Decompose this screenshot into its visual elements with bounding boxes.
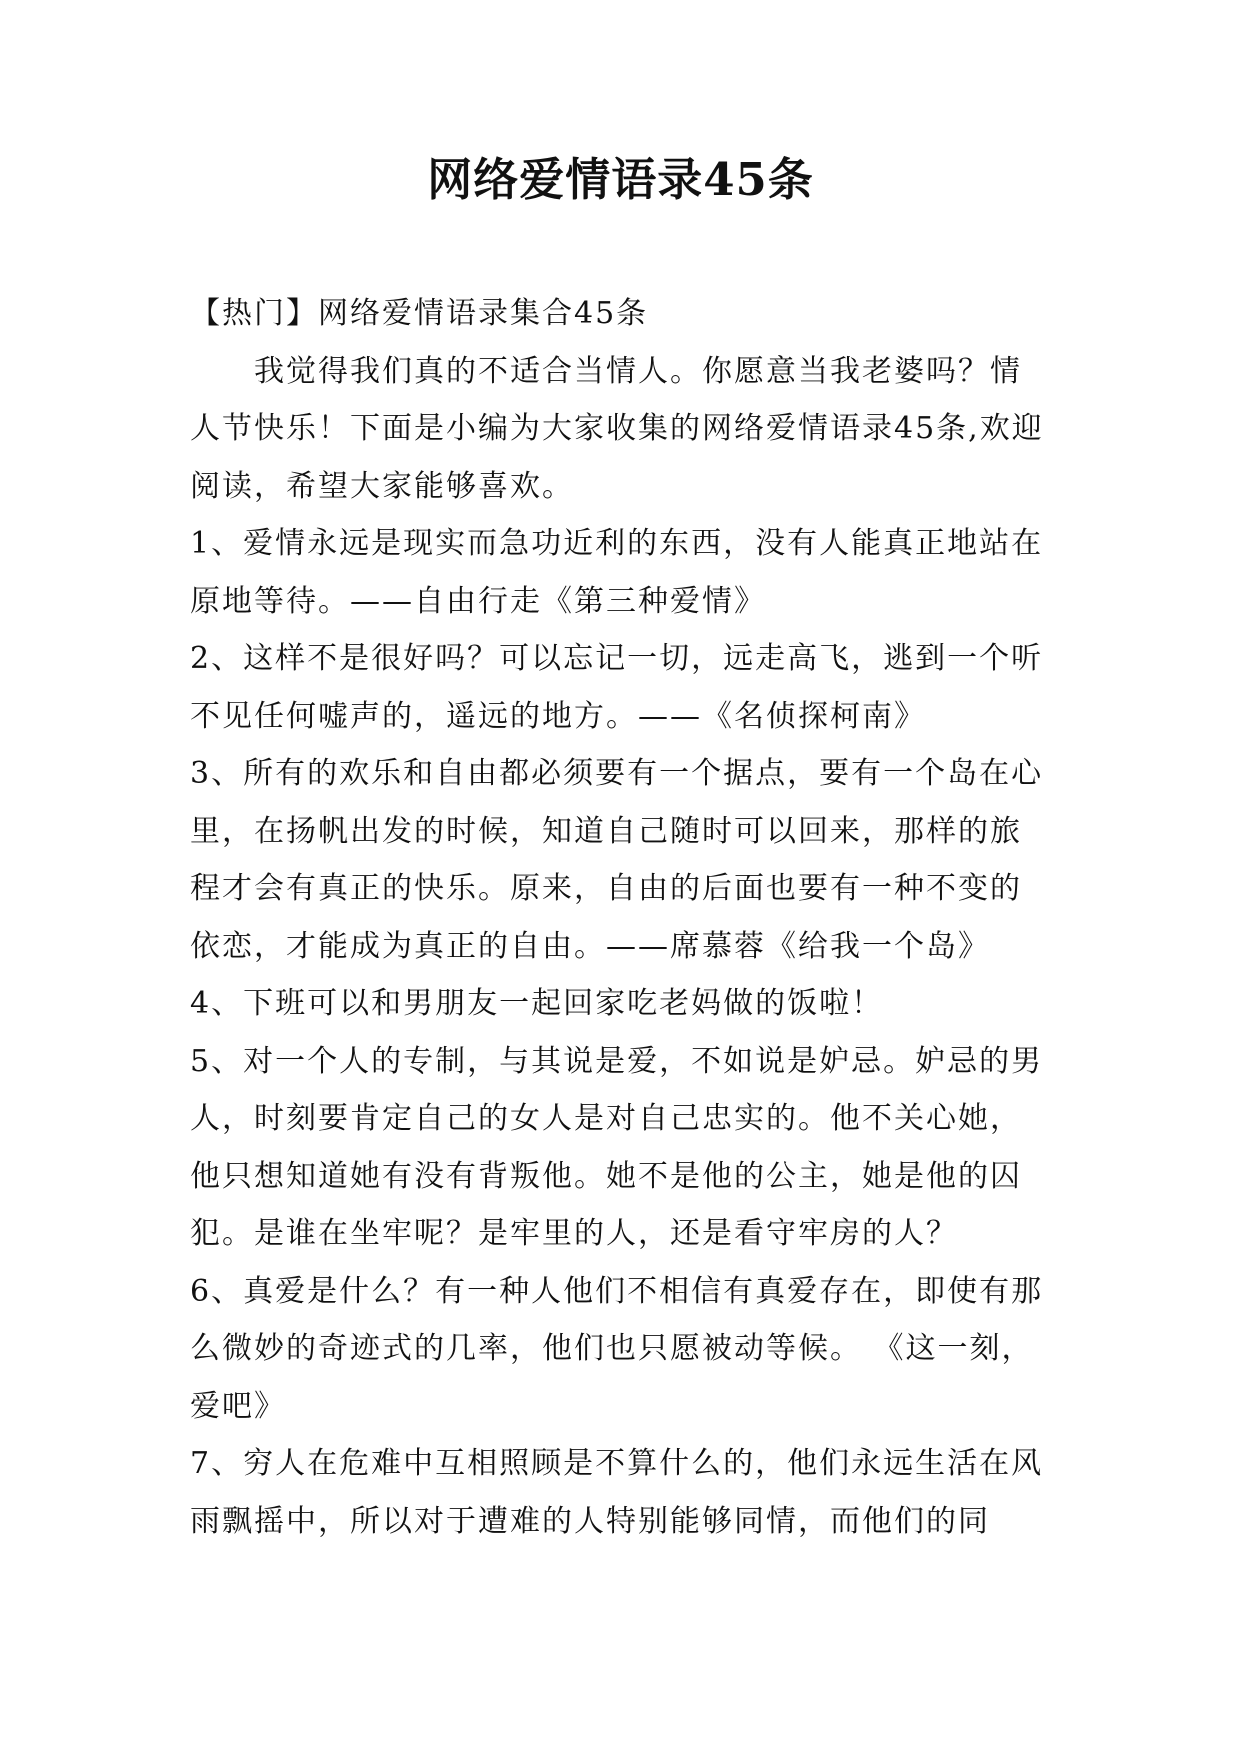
quote-item-7: 7、穷人在危难中互相照顾是不算什么的，他们永远生活在风雨飘摇中，所以对于遭难的人特别能够同情，而他们的同 bbox=[190, 1446, 1044, 1539]
document-title: 网络爱情语录45条 bbox=[427, 153, 814, 206]
quote-item-4: 4、下班可以和男朋友一起回家吃老妈做的饭啦！ bbox=[190, 986, 884, 1021]
quote-item-1: 1、爱情永远是现实而急功近利的东西，没有人能真正地站在原地等待。——自由行走《第三种爱情》 bbox=[190, 526, 1044, 619]
intro-paragraph: 我觉得我们真的不适合当情人。你愿意当我老婆吗？情人节快乐！下面是小编为大家收集的网络爱情语录45条,欢迎阅读，希望大家能够喜欢。 bbox=[190, 353, 1044, 504]
quote-item-2: 2、这样不是很好吗？可以忘记一切，远走高飞，逃到一个听不见任何嘘声的，遥远的地方。——《名侦探柯南》 bbox=[190, 641, 1044, 734]
quote-item-3: 3、所有的欢乐和自由都必须要有一个据点，要有一个岛在心里，在扬帆出发的时候，知道自己随时可以回来，那样的旅程才会有真正的快乐。原来，自由的后面也要有一种不变的依恋，才能成为真正的自由。——席慕蓉《给我一个岛》 bbox=[190, 756, 1044, 964]
document-subtitle: 【热门】网络爱情语录集合45条 bbox=[190, 296, 649, 331]
quote-item-6: 6、真爱是什么？有一种人他们不相信有真爱存在，即使有那么微妙的奇迹式的几率，他们也只愿被动等候。 《这一刻，爱吧》 bbox=[190, 1273, 1044, 1424]
document-body bbox=[190, 285, 1052, 1550]
quote-item-5: 5、对一个人的专制，与其说是爱，不如说是妒忌。妒忌的男人，时刻要肯定自己的女人是对自己忠实的。他不关心她，他只想知道她有没有背叛他。她不是他的公主，她是他的囚犯。是谁在坐牢呢？是牢里的人，还是看守牢房的人？ bbox=[190, 1043, 1044, 1251]
